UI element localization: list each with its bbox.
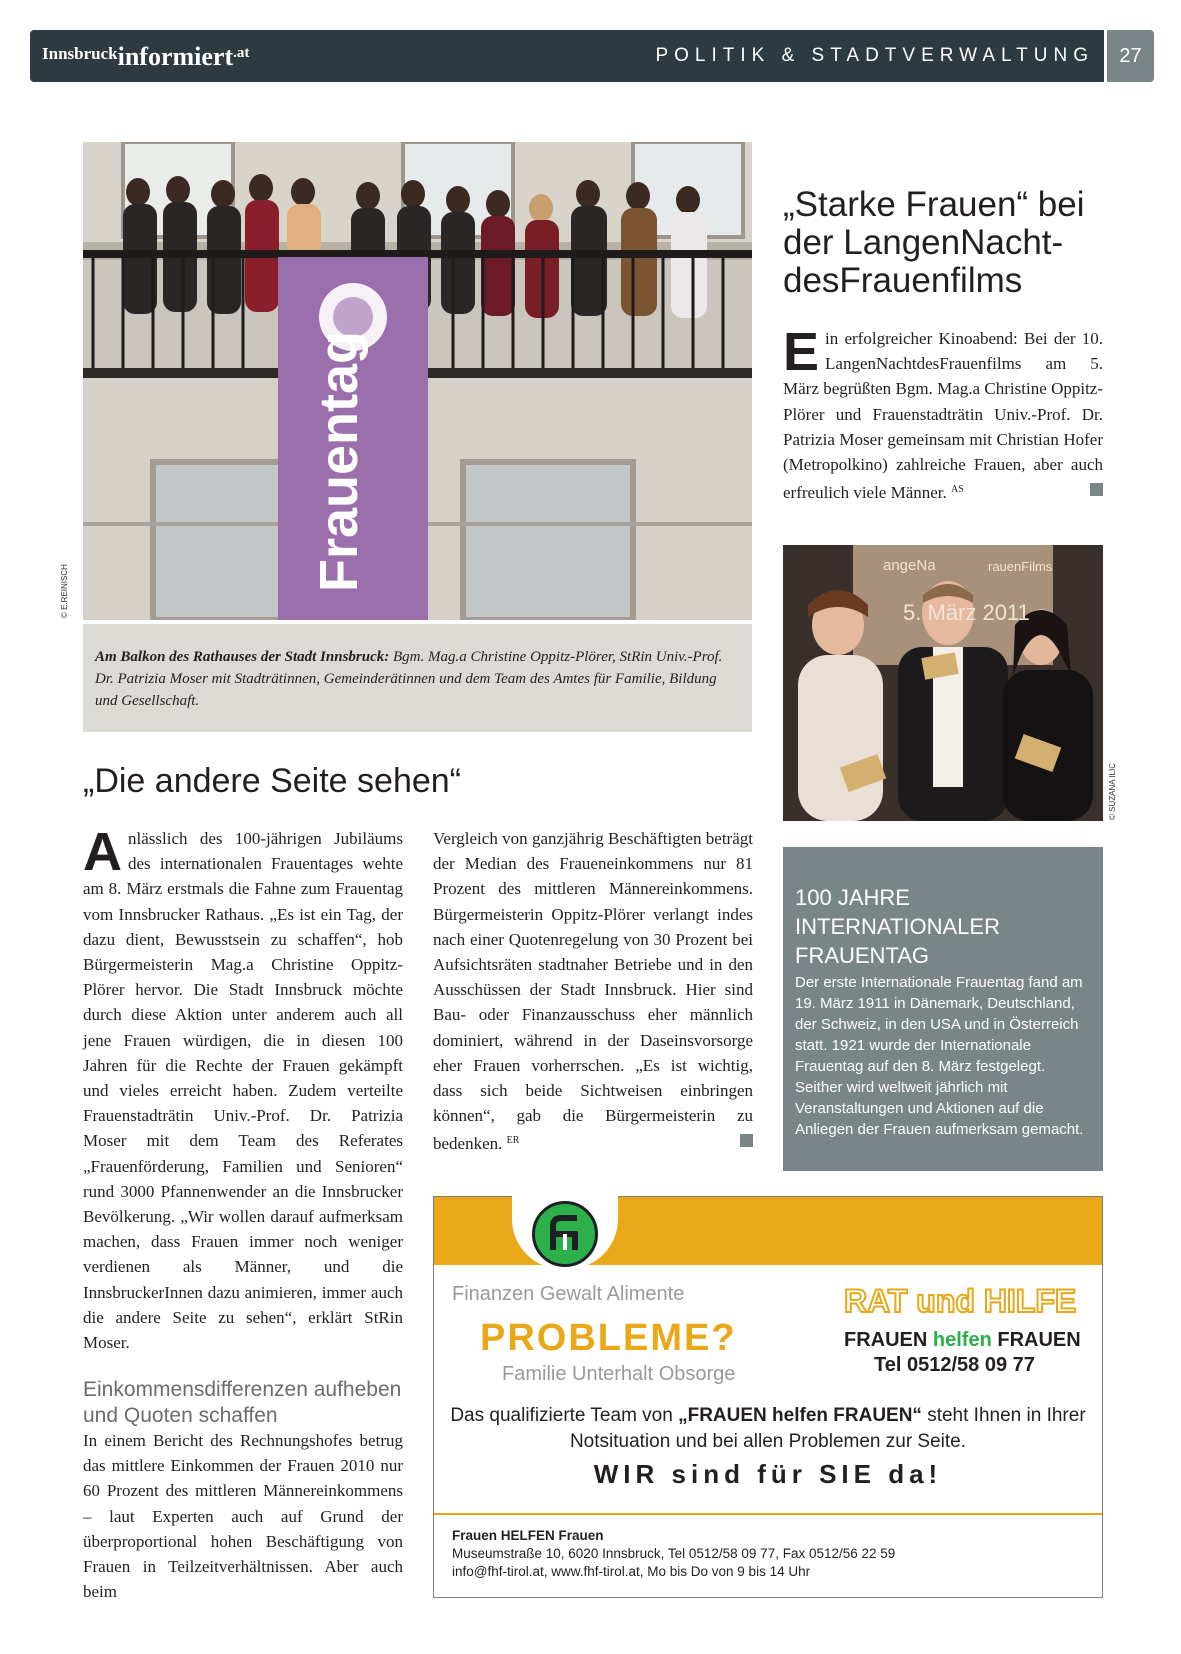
article1-subhead: Einkommensdifferenzen aufheben und Quoten schaffen — [83, 1378, 402, 1427]
fhf-part2: helfen — [932, 1329, 992, 1351]
publication-logo — [42, 42, 249, 72]
ad-team-text — [434, 1403, 1102, 1455]
section-title: POLITIK & STADTVERWALTUNG — [655, 45, 1094, 66]
caption-text: Bgm. Mag.a Christine Oppitz-Plörer, StRin Univ.-Prof. Dr. Patrizia Moser mit Stadträtinnen, Gemeinderätinnen und dem Team des Amtes für Familie, Bildung und Gesellschaft. — [95, 649, 723, 709]
article2-signature: AS — [951, 484, 964, 496]
article1-column1 — [83, 822, 403, 1355]
ad-divider — [434, 1513, 1102, 1515]
article1-signature: ER — [506, 1135, 520, 1147]
article2-body — [783, 322, 1103, 505]
article1-text2: In einem Bericht des Rechnungshofes betrug das mittlere Einkommen der Frauen 2010 nur 60 Prozent des mittleren Männereinkommens – laut Experten auch auf Grund der überproportional hohen Beschäftigung von Frauen in Teilzeitverhältnissen. Aber auch beim — [83, 1431, 403, 1602]
article1-column1-part2 — [83, 1428, 403, 1604]
ad-team-bold: „FRAUEN helfen FRAUEN“ — [678, 1405, 922, 1426]
fhf-part3: FRAUEN — [991, 1329, 1081, 1351]
end-mark-icon — [740, 1134, 753, 1147]
caption-bold: Am Balkon des Rathauses der Stadt Innsbruck: — [95, 649, 390, 665]
info-box — [783, 847, 1103, 1171]
fhf-logo-glyph — [535, 1204, 595, 1264]
backdrop-text-2: rauenFilms — [988, 559, 1053, 574]
backdrop-text-3: 5. März 2011 — [903, 600, 1030, 625]
banner-text: Frauentag — [309, 330, 369, 592]
article1-headline: „Die andere Seite sehen“ — [83, 762, 462, 800]
article1-dropcap: A — [83, 822, 122, 882]
balcony-illustration — [83, 142, 752, 620]
ad-slogan: WIR sind für SIE da! — [593, 1459, 943, 1489]
page-number: 27 — [1107, 30, 1154, 82]
photo1-credit: © E.REINISCH — [60, 564, 69, 618]
frauen-helfen-frauen-ad — [433, 1196, 1103, 1598]
ad-rat-und-hilfe: RAT und HILFE — [844, 1283, 1077, 1319]
info-box-title: 100 JAHRE INTERNATIONALER FRAUENTAG — [795, 885, 1000, 968]
film-night-photo — [783, 545, 1103, 821]
ad-fhf-name — [844, 1329, 1081, 1352]
balcony-photo — [83, 142, 752, 620]
ad-address: Museumstraße 10, 6020 Innsbruck, Tel 0512/58 09 77, Fax 0512/56 22 59 — [452, 1546, 896, 1561]
logo-prefix: Innsbruck — [42, 44, 118, 63]
end-mark-icon — [1090, 483, 1103, 496]
backdrop-text-1: angeNa — [883, 557, 936, 574]
article1-col2-text: Vergleich von ganzjährig Beschäftigten beträgt der Median des Fraueneinkommens nur 81 Prozent des mittleren Männereinkommens. Bürgermeisterin Oppitz-Plörer verlangt indes nach einer Quotenregelung von 30 Prozent bei Aufsichtsräten stadtnaher Betriebe und in den Ausschüssen der Stadt Innsbruck. Hier sind Bau- oder Finanzausschuss eher männlich dominiert, während in der Daseinsvorsorge eher Frauen vorherrschen. „Es ist wichtig, dass sich beide Sichtweisen einbringen können“, gab die Bürgermeisterin zu bedenken. — [433, 829, 753, 1154]
logo-main: informiert — [117, 42, 234, 71]
ad-team-part2: steht Ihnen in Ihrer Notsituation und bei allen Problemen zur Seite. — [569, 1405, 1086, 1452]
ad-words-bottom: Familie Unterhalt Obsorge — [502, 1363, 736, 1385]
article1-text: nlässlich des 100-jährigen Jubiläums des internationalen Frauentages wehte am 8. März erstmals die Fahne zum Frauentag vom Innsbrucker Rathaus. „Es ist ein Tag, der dazu dient, Bewusstsein zu schaffen“, hob Bürgermeisterin Mag.a Christine Oppitz-Plörer hervor. Die Stadt Innsbruck möchte durch diese Aktion unter anderem auch all jene Frauen würdigen, die in diesen 100 Jahren für die Rechte der Frauen gekämpft und vieles erreicht haben. Zudem verteilte Frauenstadträtin Univ.-Prof. Dr. Patrizia Moser mit dem Team des Referates „Frauenförderung, Familien und Senioren“ rund 3000 Pfannenwender an die Innsbrucker Bevölkerung. „Wir wollen darauf aufmerksam machen, dass Frauen immer noch weniger verdienen als Männer, und die InnsbruckerInnen dazu animieren, immer auch die andere Seite zu sehen“, erklärt StRin Moser. — [83, 829, 403, 1353]
ad-org-name: Frauen HELFEN Frauen — [452, 1528, 604, 1543]
info-box-text: Der erste Internationale Frauentag fand am 19. März 1911 in Dänemark, Deutschland, der Schweiz, in den USA und in Österreich statt. 1921 wurde der Internationale Frauentag auf den 8. März festgelegt. Seither wird weltweit jährlich mit Veranstaltungen und Aktionen auf die Anliegen der Frauen aufmerksam gemacht. — [795, 974, 1084, 1138]
header-bar — [30, 30, 1118, 82]
photo2-credit: © SUZANA ILIC — [1108, 762, 1117, 820]
ad-address-block — [452, 1527, 895, 1581]
fhf-part1: FRAUEN — [844, 1329, 933, 1351]
ad-phone: Tel 0512/58 09 77 — [874, 1354, 1035, 1376]
film-night-illustration — [783, 545, 1103, 821]
article1-column2 — [433, 826, 753, 1157]
ad-team-part1: Das qualifizierte Team von — [450, 1405, 679, 1426]
article2-text: in erfolgreicher Kinoabend: Bei der 10. LangenNachtdesFrauenfilms am 5. März begrüßten Bgm. Mag.a Christine Oppitz-Plörer und Frauenstadträtin Univ.-Prof. Dr. Patrizia Moser gemeinsam mit Christian Hofer (Metropolkino) zahlreiche Frauen, aber auch erfreulich viele Männer. — [783, 329, 1103, 503]
fhf-logo-icon — [532, 1201, 598, 1267]
article2-headline: „Starke Frauen“ bei der LangenNacht-desFrauenfilms — [783, 185, 1085, 300]
ad-contact[interactable]: info@fhf-tirol.at, www.fhf-tirol.at, Mo bis Do von 9 bis 14 Uhr — [452, 1564, 811, 1579]
article2-dropcap: E — [783, 322, 820, 382]
photo1-caption — [83, 624, 752, 732]
ad-words-top: Finanzen Gewalt Alimente — [452, 1283, 685, 1305]
ad-headline: PROBLEME? — [480, 1317, 737, 1359]
logo-suffix: .at — [233, 45, 250, 61]
